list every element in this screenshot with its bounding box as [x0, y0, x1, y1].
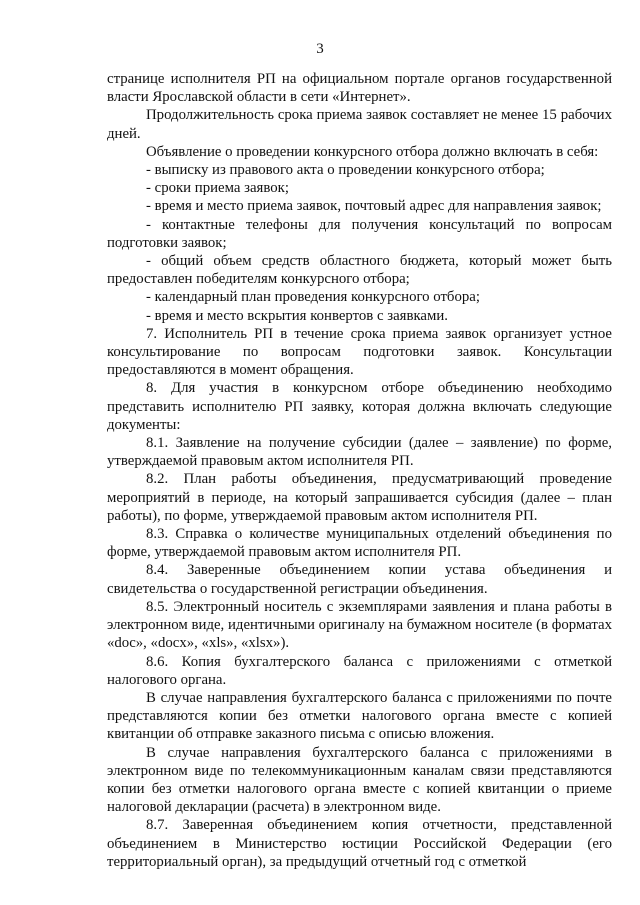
list-item-budget: - общий объем средств областного бюджета, который может быть предоставлен победителям конкурсного отбора;: [107, 253, 612, 288]
list-item-place-address: - время и место приема заявок, почтовый адрес для направления заявок;: [146, 198, 602, 215]
page-number: 3: [316, 41, 324, 57]
paragraph-electronic-case: В случае направления бухгалтерского баланса с приложениями в электронном виде по телекоммуникационным каналам связи представляются копии без отметки налогового органа вместе с копией квитанции о приеме налоговой декларации (расчета) в электронном виде.: [107, 744, 612, 816]
list-item-extract: - выписку из правового акта о проведении конкурсного отбора;: [146, 162, 545, 179]
paragraph-item-8-5: 8.5. Электронный носитель с экземплярами заявления и плана работы в электронном виде, идентичными оригиналу на бумажном носителе (в форматах «doc», «docx», «xls», «xlsx»).: [107, 598, 612, 652]
list-item-calendar-plan: - календарный план проведения конкурсного отбора;: [146, 289, 480, 306]
paragraph-duration: Продолжительность срока приема заявок составляет не менее 15 рабочих дней.: [107, 107, 612, 142]
paragraph-item-8: 8. Для участия в конкурсном отборе объединению необходимо представить исполнителю РП заявку, которая должна включать следующие документы:: [107, 380, 612, 433]
list-item-deadlines: - сроки приема заявок;: [146, 180, 289, 197]
paragraph-item-8-4: 8.4. Заверенные объединением копии устава объединения и свидетельства о государственной регистрации объединения.: [107, 562, 612, 597]
list-item-phones: - контактные телефоны для получения консультаций по вопросам подготовки заявок;: [107, 216, 612, 251]
paragraph-announcement-intro: Объявление о проведении конкурсного отбора должно включать в себя:: [146, 143, 599, 160]
document-body: [107, 70, 612, 871]
paragraph-postal-case: В случае направления бухгалтерского баланса с приложениями по почте представляются копии без отметки налогового органа вместе с копией квитанции об отправке заказного письма с описью вложения.: [107, 689, 612, 743]
paragraph-item-8-1: 8.1. Заявление на получение субсидии (далее – заявление) по форме, утверждаемой правовым актом исполнителя РП.: [107, 435, 612, 470]
paragraph-item-8-3: 8.3. Справка о количестве муниципальных отделений объединения по форме, утверждаемой правовым актом исполнителя РП.: [107, 526, 612, 561]
list-item-envelope-opening: - время и место вскрытия конвертов с заявками.: [146, 307, 448, 324]
paragraph-continuation: странице исполнителя РП на официальном портале органов государственной власти Ярославской области в сети «Интернет».: [107, 71, 612, 106]
paragraph-item-8-7: 8.7. Заверенная объединением копия отчетности, представленной объединением в Министерство юстиции Российской Федерации (его территориальный орган), за предыдущий отчетный год с отметкой: [107, 817, 612, 870]
paragraph-item-7: 7. Исполнитель РП в течение срока приема заявок организует устное консультирование по вопросам подготовки заявок. Консультации предоставляются в момент обращения.: [107, 325, 612, 379]
paragraph-item-8-2: 8.2. План работы объединения, предусматривающий проведение мероприятий в периоде, на который запрашивается субсидия (далее – план работы), по форме, утверждаемой правовым актом исполнителя РП.: [107, 471, 612, 524]
paragraph-item-8-6: 8.6. Копия бухгалтерского баланса с приложениями с отметкой налогового органа.: [107, 653, 612, 688]
